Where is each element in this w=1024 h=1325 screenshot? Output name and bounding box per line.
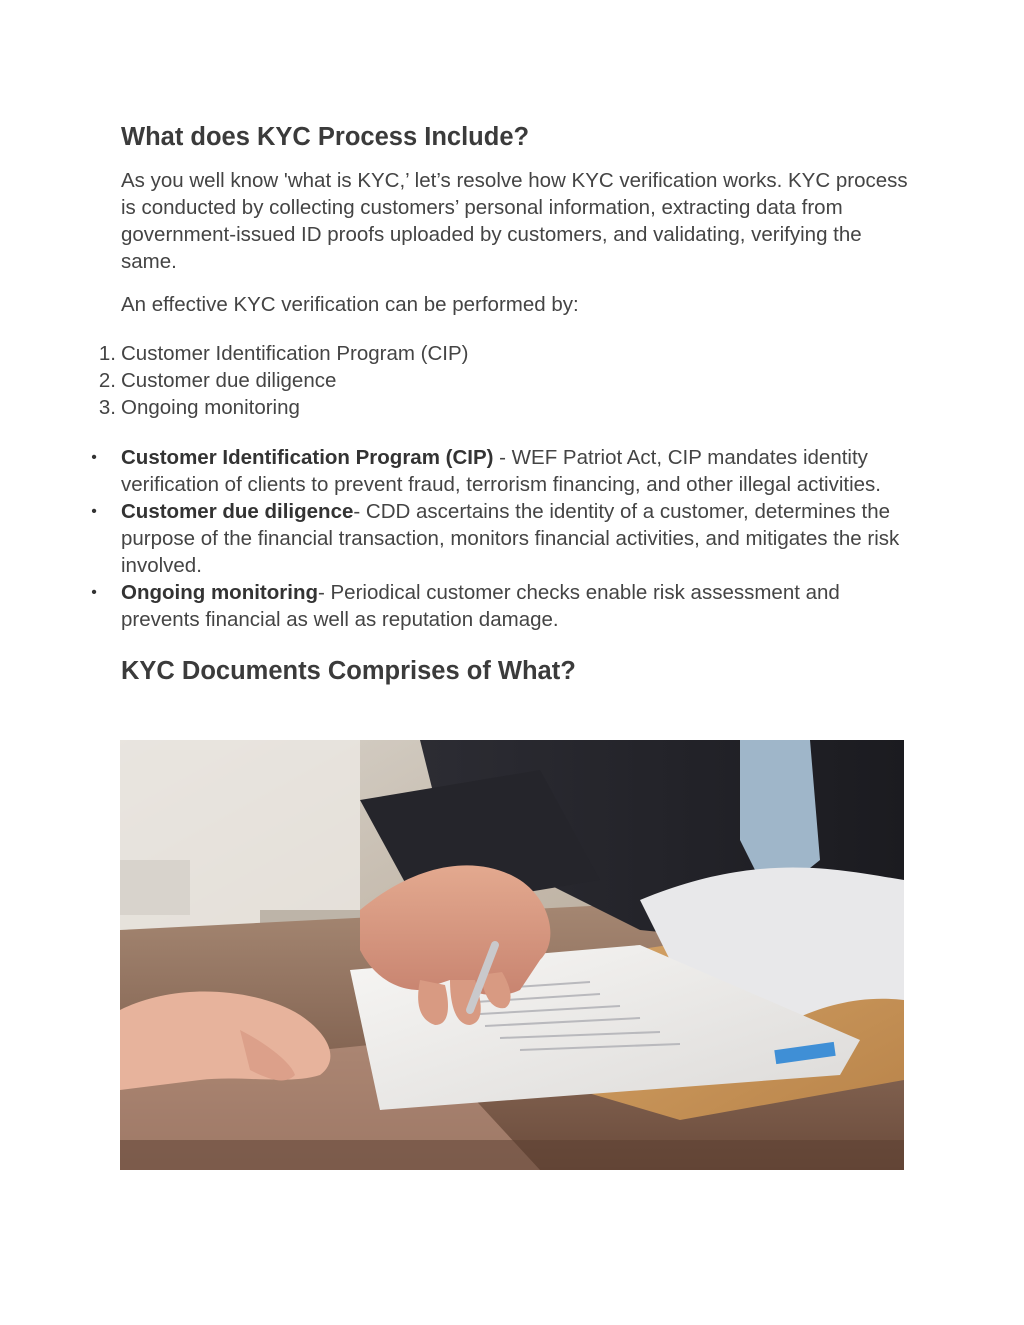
definition-text: - CDD ascertains the identity of a customer, determines the purpose of the financial transaction, monitors financial activities, and mitigates the risk involved. xyxy=(121,500,900,577)
list-item xyxy=(98,340,911,367)
list-item xyxy=(98,367,911,394)
list-item xyxy=(98,394,911,421)
bullet-icon: • xyxy=(91,584,97,601)
lead-paragraph: An effective KYC verification can be performed by: xyxy=(121,293,579,316)
list-number: 2. xyxy=(98,369,116,392)
definition-item xyxy=(91,444,911,498)
heading-kyc-documents: KYC Documents Comprises of What? xyxy=(121,657,576,685)
bullet-icon: • xyxy=(91,503,97,520)
intro-paragraph: As you well know 'what is KYC,’ let’s resolve how KYC verification works. KYC process is conducted by collecting customers’ personal information, extracting data from government-issued ID proofs uploaded by customers, and validating, verifying the same. xyxy=(121,169,908,273)
definition-term: Customer Identification Program (CIP) xyxy=(121,446,494,469)
list-number: 1. xyxy=(98,342,116,365)
list-item-text: Ongoing monitoring xyxy=(121,396,300,419)
list-item-text: Customer due diligence xyxy=(121,369,337,392)
list-item-text: Customer Identification Program (CIP) xyxy=(121,342,469,365)
definition-text: - WEF Patriot Act, CIP mandates identity verification of clients to prevent fraud, terrorism financing, and other illegal activities. xyxy=(121,446,882,496)
definition-term: Customer due diligence xyxy=(121,500,354,523)
definition-term: Ongoing monitoring xyxy=(121,581,318,604)
definition-text: - Periodical customer checks enable risk assessment and prevents financial as well as reputation damage. xyxy=(121,581,840,631)
list-number: 3. xyxy=(98,396,116,419)
steps-list xyxy=(98,340,911,421)
definitions-list xyxy=(91,444,911,633)
bullet-icon: • xyxy=(91,449,97,466)
heading-kyc-process: What does KYC Process Include? xyxy=(121,123,530,151)
definition-item xyxy=(91,579,911,633)
content-column xyxy=(91,120,911,688)
definition-item xyxy=(91,498,911,579)
document-signing-photo xyxy=(120,740,904,1170)
